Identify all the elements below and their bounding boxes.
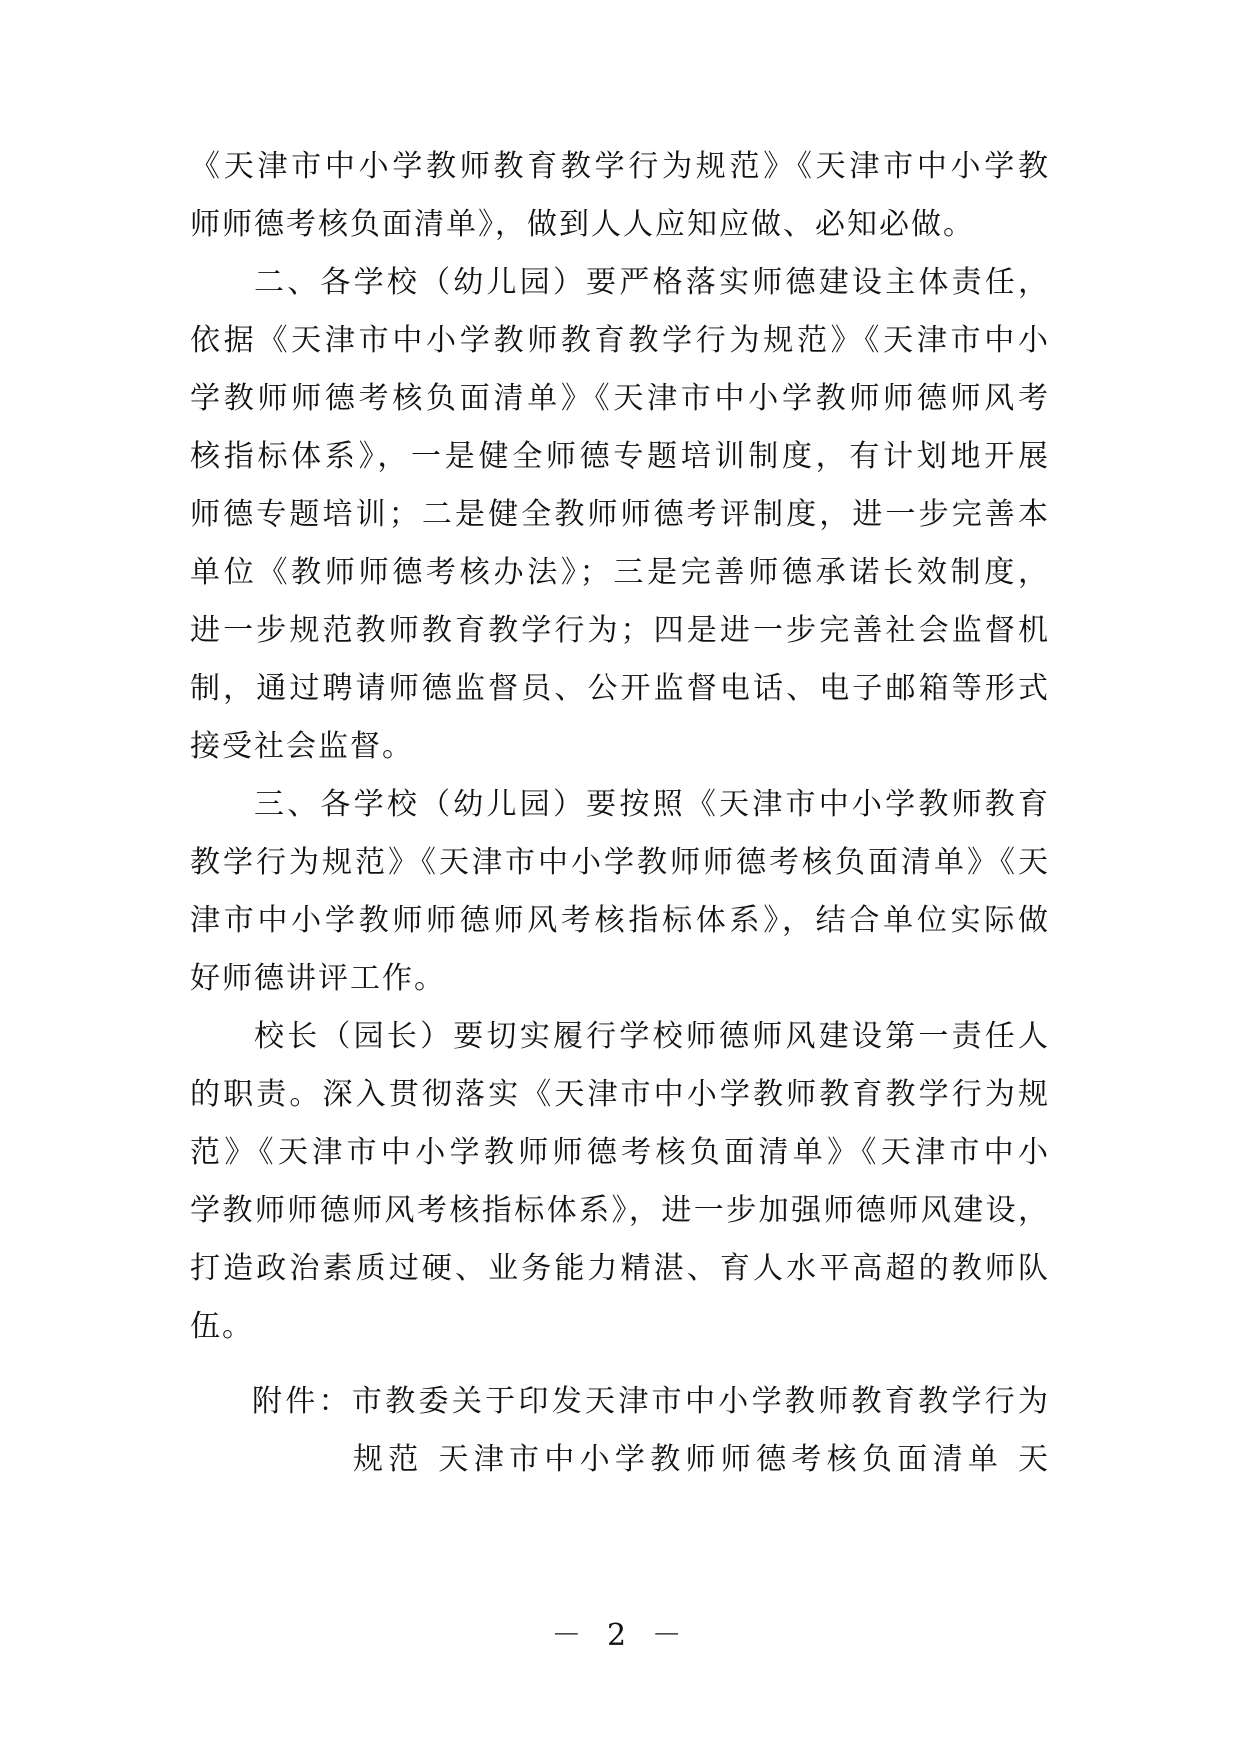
attachment-line-1: 附件：市教委关于印发天津市中小学教师教育教学行为 xyxy=(252,1384,1050,1419)
text-line: 津市中小学教师师德师风考核指标体系》，结合单位实际做 xyxy=(190,903,1050,938)
text-line: 接受社会监督。 xyxy=(190,729,414,764)
text-line: 学教师师德考核负面清单》《天津市中小学教师师德师风考 xyxy=(190,381,1050,416)
text-line: 好师德讲评工作。 xyxy=(190,961,446,996)
text-line: 核指标体系》，一是健全师德专题培训制度，有计划地开展 xyxy=(190,439,1050,474)
attachment-line-2: 规范 天津市中小学教师师德考核负面清单 天 xyxy=(353,1442,1050,1477)
text-line: 依据《天津市中小学教师教育教学行为规范》《天津市中小 xyxy=(190,323,1050,358)
text-line: 师师德考核负面清单》，做到人人应知应做、必知必做。 xyxy=(190,207,975,242)
text-line: 打造政治素质过硬、业务能力精湛、育人水平高超的教师队 xyxy=(190,1251,1050,1286)
text-line: 师德专题培训；二是健全教师师德考评制度，进一步完善本 xyxy=(190,497,1050,532)
text-line: 学教师师德师风考核指标体系》，进一步加强师德师风建设， xyxy=(190,1193,1050,1228)
text-line: 的职责。深入贯彻落实《天津市中小学教师教育教学行为规 xyxy=(190,1077,1050,1112)
text-line: 伍。 xyxy=(190,1309,254,1344)
text-line: 范》《天津市中小学教师师德考核负面清单》《天津市中小 xyxy=(190,1135,1050,1170)
paragraph-3-start: 三、各学校（幼儿园）要按照《天津市中小学教师教育 xyxy=(254,787,1050,822)
paragraph-4-start: 校长（园长）要切实履行学校师德师风建设第一责任人 xyxy=(254,1019,1050,1054)
text-line: 《天津市中小学教师教育教学行为规范》《天津市中小学教 xyxy=(190,149,1050,184)
text-line: 单位《教师师德考核办法》；三是完善师德承诺长效制度， xyxy=(190,555,1050,590)
page-number: － 2 － xyxy=(551,1618,690,1653)
text-line: 教学行为规范》《天津市中小学教师师德考核负面清单》《天 xyxy=(190,845,1050,880)
text-line: 制，通过聘请师德监督员、公开监督电话、电子邮箱等形式 xyxy=(190,671,1050,706)
paragraph-2-start: 二、各学校（幼儿园）要严格落实师德建设主体责任， xyxy=(254,265,1050,300)
text-line: 进一步规范教师教育教学行为；四是进一步完善社会监督机 xyxy=(190,613,1050,648)
